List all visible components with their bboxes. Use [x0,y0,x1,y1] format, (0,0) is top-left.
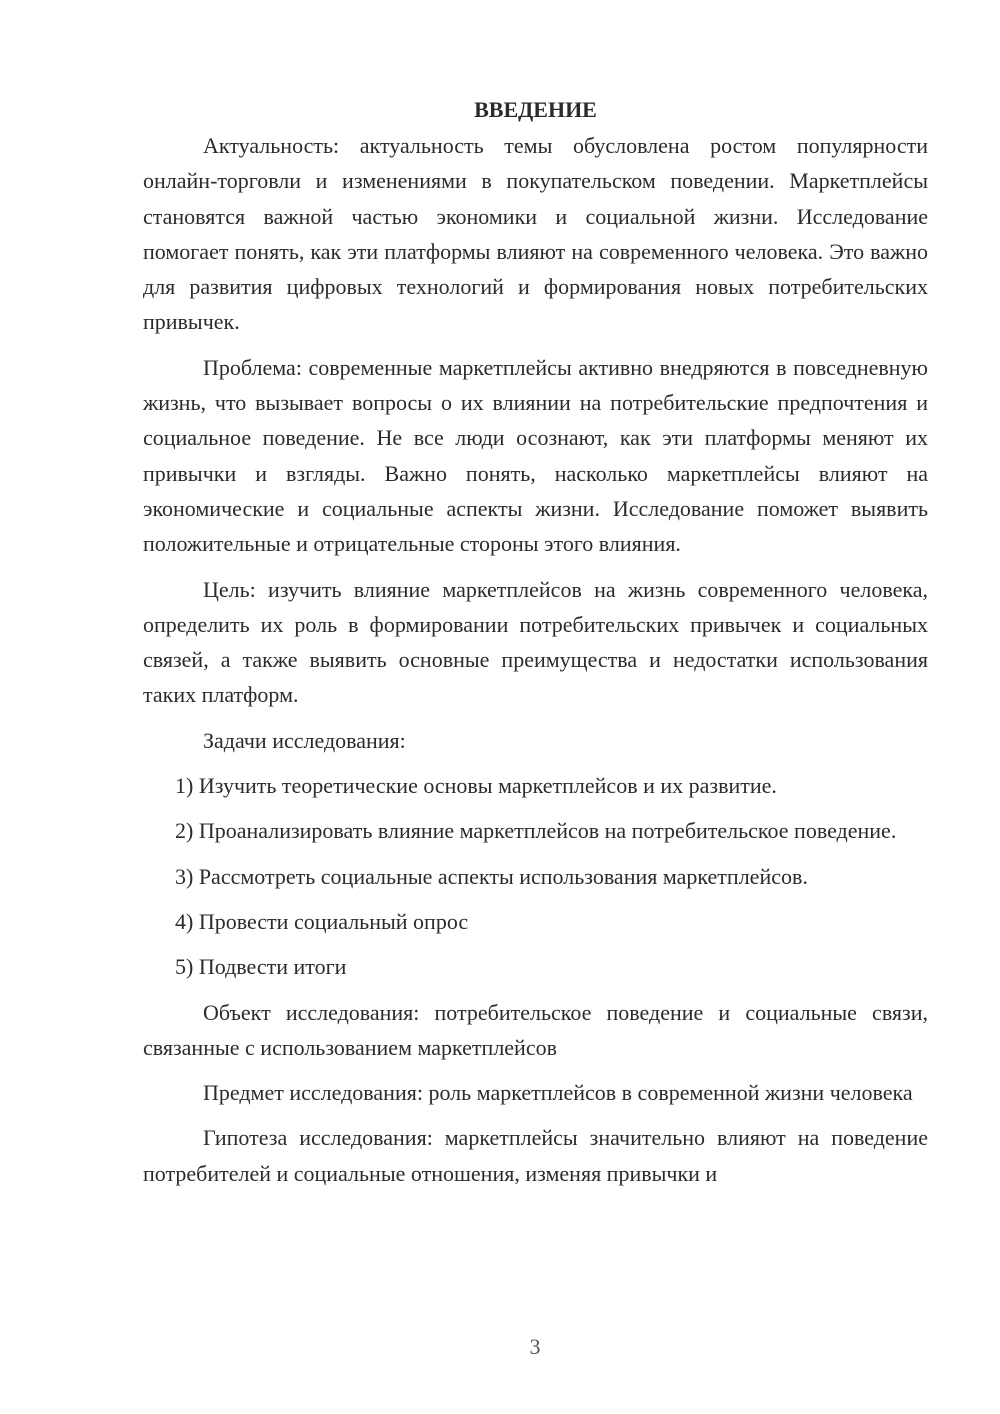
task-item-5: 5) Подвести итоги [175,954,347,980]
task-item-1: 1) Изучить теоретические основы маркетплейсов и их развитие. [175,773,777,799]
task-item-4: 4) Провести социальный опрос [175,908,469,934]
paragraph-relevance: Актуальность: актуальность темы обусловлена ростом популярности онлайн-торговли и изменениями в покупательском поведении. Маркетплейсы становятся важной частью экономики и социальной жизни. Исследование помогает понять, как эти платформы влияют на современного человека. Это важно для развития цифровых технологий и формирования новых потребительских привычек. [143,133,928,335]
document-body [143,92,928,1191]
page-number: 3 [529,1334,541,1359]
paragraph-object: Объект исследования: потребительское поведение и социальные связи, связанные с использованием маркетплейсов [143,999,928,1060]
task-item-2: 2) Проанализировать влияние маркетплейсов на потребительское поведение. [175,818,897,844]
paragraph-subject: Предмет исследования: роль маркетплейсов в современной жизни человека [203,1080,913,1106]
task-item-3: 3) Рассмотреть социальные аспекты использования маркетплейсов. [175,863,808,889]
page-title: ВВЕДЕНИЕ [474,97,597,122]
paragraph-tasks-heading: Задачи исследования: [203,727,406,753]
paragraph-goal: Цель: изучить влияние маркетплейсов на жизнь современного человека, определить их роль в формировании потребительских привычек и социальных связей, а также выявить основные преимущества и недостатки использования таких платформ. [143,576,928,708]
paragraph-problem: Проблема: современные маркетплейсы активно внедряются в повседневную жизнь, что вызывает вопросы о их влиянии на потребительские предпочтения и социальное поведение. Не все люди осознают, как эти платформы меняют их привычки и взгляды. Важно понять, насколько маркетплейсы влияют на экономические и социальные аспекты жизни. Исследование поможет выявить положительные и отрицательные стороны этого влияния. [143,354,928,557]
paragraph-hypothesis: Гипотеза исследования: маркетплейсы значительно влияют на поведение потребителей и социальные отношения, изменяя привычки и [143,1125,928,1186]
